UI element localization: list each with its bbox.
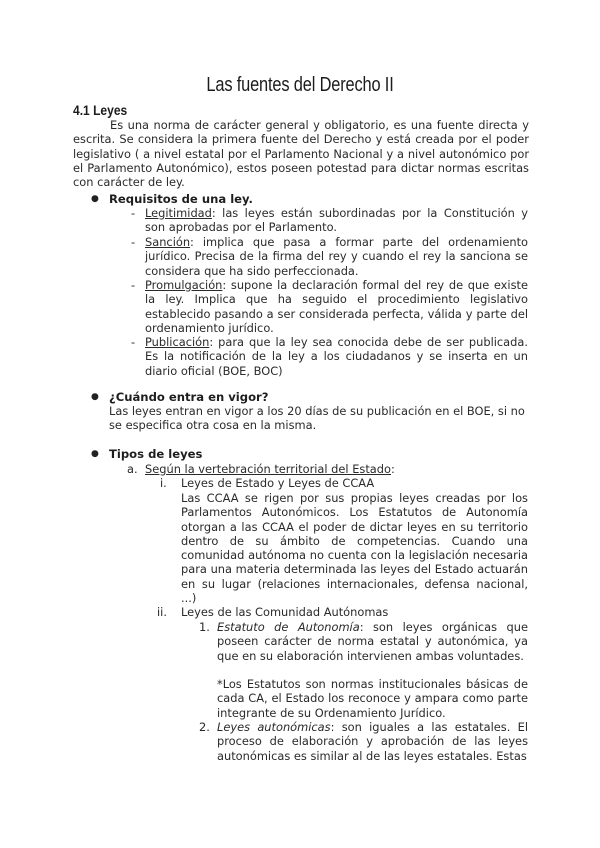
list-marker-a: a. (127, 462, 138, 476)
requisito-term: Promulgación (145, 278, 223, 292)
requisito-item (145, 278, 528, 335)
requisito-text: : implica que pasa a formar parte del ordenamiento jurídico. Precisa de la firma del rey y cuando el rey la sanciona se considera que ha sido perfeccionada. (145, 235, 528, 278)
list-marker-ii: ii. (157, 605, 167, 619)
vigor-heading: ¿Cuándo entra en vigor? (109, 390, 269, 404)
requisito-term: Publicación (145, 335, 210, 349)
requisitos-heading: Requisitos de una ley. (109, 192, 253, 206)
item-leyes-autonomicas-term: Leyes autonómicas (217, 720, 331, 734)
requisito-item (145, 235, 528, 278)
item-estatuto-text: : son leyes orgánicas que poseen carácter de norma estatal y autonómica, ya que en su elaboración intervienen ambas voluntades. (217, 620, 529, 663)
list-marker-i: i. (160, 476, 167, 490)
bullet-vigor: ● (91, 392, 99, 402)
subsection-a-label: Según la vertebración territorial del Estado (145, 462, 391, 476)
requisito-item (145, 206, 528, 235)
requisito-text: : supone la declaración formal del rey de que existe la ley. Implica que ha seguido el procedimiento legislativo establecido pasando a ser considerada perfecta, válida y parte del ordenamiento jurídico. (145, 278, 528, 335)
item-leyes-autonomicas (217, 720, 528, 763)
dash-3: - (131, 278, 136, 292)
item-estatuto (217, 620, 528, 663)
requisito-text: : las leyes están subordinadas por la Constitución y son aprobadas por el Parlamento. (145, 206, 528, 235)
subsection-ii-label: Leyes de las Comunidad Autónomas (181, 605, 389, 619)
intro-paragraph: Es una norma de carácter general y obligatorio, es una fuente directa y escrita. Se considera la primera fuente del Derecho y está creada por el poder legislativo ( a nivel estatal por el Parlamento Nacional y a nivel autonómico por el Parlamento Autonómico), estos poseen potestad para dictar normas escritas con carácter de ley. (73, 118, 529, 190)
dash-2: - (131, 235, 136, 249)
list-marker-2: 2. (199, 720, 210, 734)
requisito-text: : para que la ley sea conocida debe de ser publicada. Es la notificación de la ley a los ciudadanos y se inserta en un diario oficial (BOE, BOC) (145, 335, 528, 378)
item-leyes-autonomicas-text: : son iguales a las estatales. El proceso de elaboración y aprobación de las leyes autonómicas es similar al de las leyes estatales. Estas (217, 720, 528, 763)
requisito-term: Legitimidad (145, 206, 212, 220)
estatutos-note: *Los Estatutos son normas institucionales básicas de cada CA, el Estado los reconoce y ampara como parte integrante de su Ordenamiento Jurídico. (217, 677, 528, 720)
subsection-i-text: Las CCAA se rigen por sus propias leyes creadas por los Parlamentos Autonómicos. Los Estatutos de Autonomía otorgan a las CCAA el poder de dictar leyes en su territorio dentro de su ámbito de competencias. Cuando una comunidad autónoma no cuenta con la legislación necesaria para una materia determinada las leyes del Estado actuarán en su lugar (relaciones internacionales, defensa nacional, ...) (181, 491, 528, 606)
subsection-a (145, 462, 395, 476)
vigor-text: Las leyes entran en vigor a los 20 días de su publicación en el BOE, si no se especifica otra cosa en la misma. (109, 404, 525, 433)
bullet-requisitos: ● (91, 194, 99, 204)
subsection-a-colon: : (390, 462, 395, 476)
page-title: Las fuentes del Derecho II (206, 74, 394, 96)
item-estatuto-term: Estatuto de Autonomía (217, 620, 360, 634)
requisito-item (145, 335, 528, 378)
tipos-heading: Tipos de leyes (109, 447, 203, 461)
dash-4: - (131, 335, 136, 349)
list-marker-1: 1. (199, 620, 210, 634)
section-heading: 4.1 Leyes (73, 102, 128, 118)
bullet-tipos: ● (91, 449, 99, 459)
requisito-term: Sanción (145, 235, 191, 249)
dash-1: - (131, 206, 136, 220)
subsection-i-label: Leyes de Estado y Leyes de CCAA (181, 476, 375, 490)
